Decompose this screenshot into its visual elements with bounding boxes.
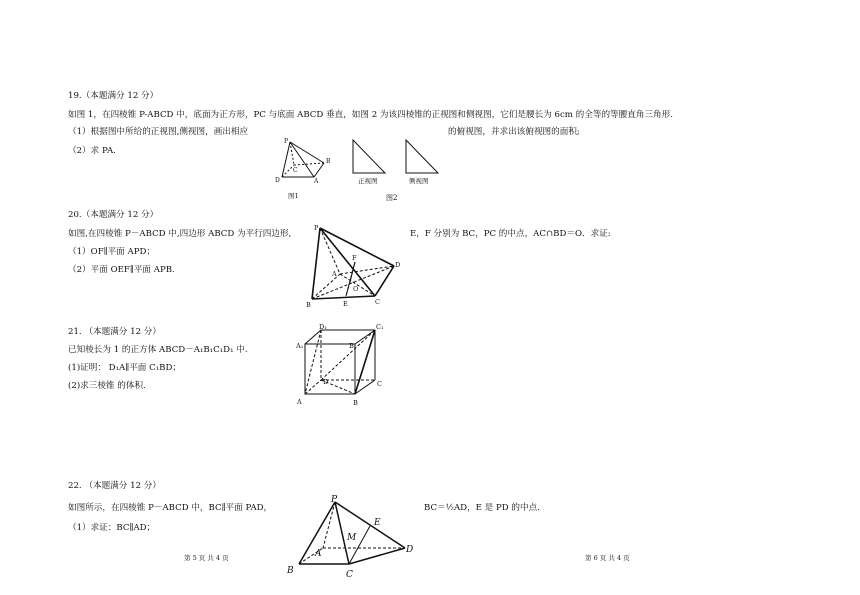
- q22-label-E: E: [374, 518, 381, 528]
- q20-statement-left: 如图,在四棱锥 P－ABCD 中,四边形 ABCD 为平行四边形,: [68, 229, 292, 239]
- q20-label-P: P: [314, 224, 319, 232]
- q22-part1: （1）求证：BC∥AD；: [68, 523, 156, 533]
- q22-label-M: M: [347, 533, 357, 543]
- q21-label-C1: C₁: [376, 323, 384, 331]
- q20-label-O: O: [353, 285, 359, 293]
- q22-statement-right: BC＝½AD，E 是 PD 的中点.: [424, 503, 540, 513]
- q22-figure: [285, 492, 425, 582]
- q19-side-view: [403, 138, 443, 188]
- q20-label-B: B: [306, 301, 311, 309]
- q19-label-P: P: [284, 138, 289, 145]
- q19-header: 19.（本题满分 12 分）: [68, 91, 159, 101]
- q19-side-view-label: 侧视图: [409, 177, 429, 185]
- q19-figure1-pyramid: [270, 130, 340, 205]
- q20-statement-right: E，F 分别为 BC，PC 的中点，AC∩BD＝O．求证:: [410, 229, 611, 239]
- q21-statement: 已知棱长为 1 的正方体 ABCD－A₁B₁C₁D₁ 中.: [68, 345, 248, 355]
- q22-statement-left: 如图所示，在四棱锥 P－ABCD 中，BC∥平面 PAD，: [68, 503, 273, 513]
- q21-label-B: B: [353, 399, 358, 407]
- q20-label-F: F: [352, 254, 357, 262]
- q19-fig1-caption: 图1: [288, 192, 299, 200]
- q21-cube-figure: [295, 322, 395, 412]
- q19-front-view: [350, 138, 390, 188]
- q20-part1: （1）OF∥平面 APD；: [68, 247, 156, 257]
- q22-label-B: B: [287, 566, 294, 576]
- q22-label-A: A: [315, 549, 322, 559]
- q19-statement: 如图 1，在四棱锥 P-ABCD 中，底面为正方形，PC 与底面 ABCD 垂直，如图 2 为该四棱锥的正视图和侧视图，它们是腰长为 6cm 的全等的等腰直角三角形.: [68, 110, 673, 120]
- q20-label-A: A: [332, 270, 337, 278]
- q20-figure: [300, 220, 410, 310]
- q20-label-E: E: [343, 300, 348, 308]
- q22-header: 22. （本题满分 12 分）: [68, 481, 161, 491]
- q21-part2: (2)求三棱锥 的体积.: [68, 381, 146, 391]
- q21-label-B1: B₁: [349, 342, 357, 350]
- q21-part1: (1)证明： D₁A∥平面 C₁BD；: [68, 363, 181, 373]
- q21-label-D: D: [323, 378, 329, 386]
- q19-label-D: D: [275, 177, 280, 184]
- q19-part1-right: 的俯视图，并求出该俯视图的面积;: [448, 127, 580, 137]
- q19-label-B: B: [326, 158, 331, 165]
- q19-part2: （2）求 PA.: [68, 146, 116, 156]
- q19-front-view-label: 正视图: [358, 177, 378, 185]
- q20-header: 20.（本题满分 12 分）: [68, 210, 159, 220]
- q21-label-A: A: [297, 398, 302, 406]
- q20-label-D: D: [395, 261, 401, 269]
- q19-fig2-caption: 图2: [386, 194, 398, 202]
- q19-label-A: A: [314, 178, 319, 185]
- q21-label-C: C: [377, 380, 382, 388]
- q20-label-C: C: [375, 298, 380, 306]
- q19-label-C: C: [293, 167, 298, 174]
- page-footer-left: 第 5 页 共 4 页: [184, 554, 229, 562]
- q21-header: 21. （本题满分 12 分）: [68, 327, 161, 337]
- page-footer-right: 第 6 页 共 4 页: [585, 554, 630, 562]
- q21-label-A1: A₁: [296, 342, 304, 350]
- q22-label-D: D: [406, 545, 414, 555]
- q20-part2: （2）平面 OEF∥平面 APB．: [68, 265, 181, 275]
- q22-label-C: C: [346, 570, 353, 580]
- q22-label-P: P: [331, 495, 338, 505]
- q21-label-D1: D₁: [319, 323, 327, 331]
- q19-part1-left: （1）根据图中所给的正视图,侧视图，画出相应: [68, 127, 249, 137]
